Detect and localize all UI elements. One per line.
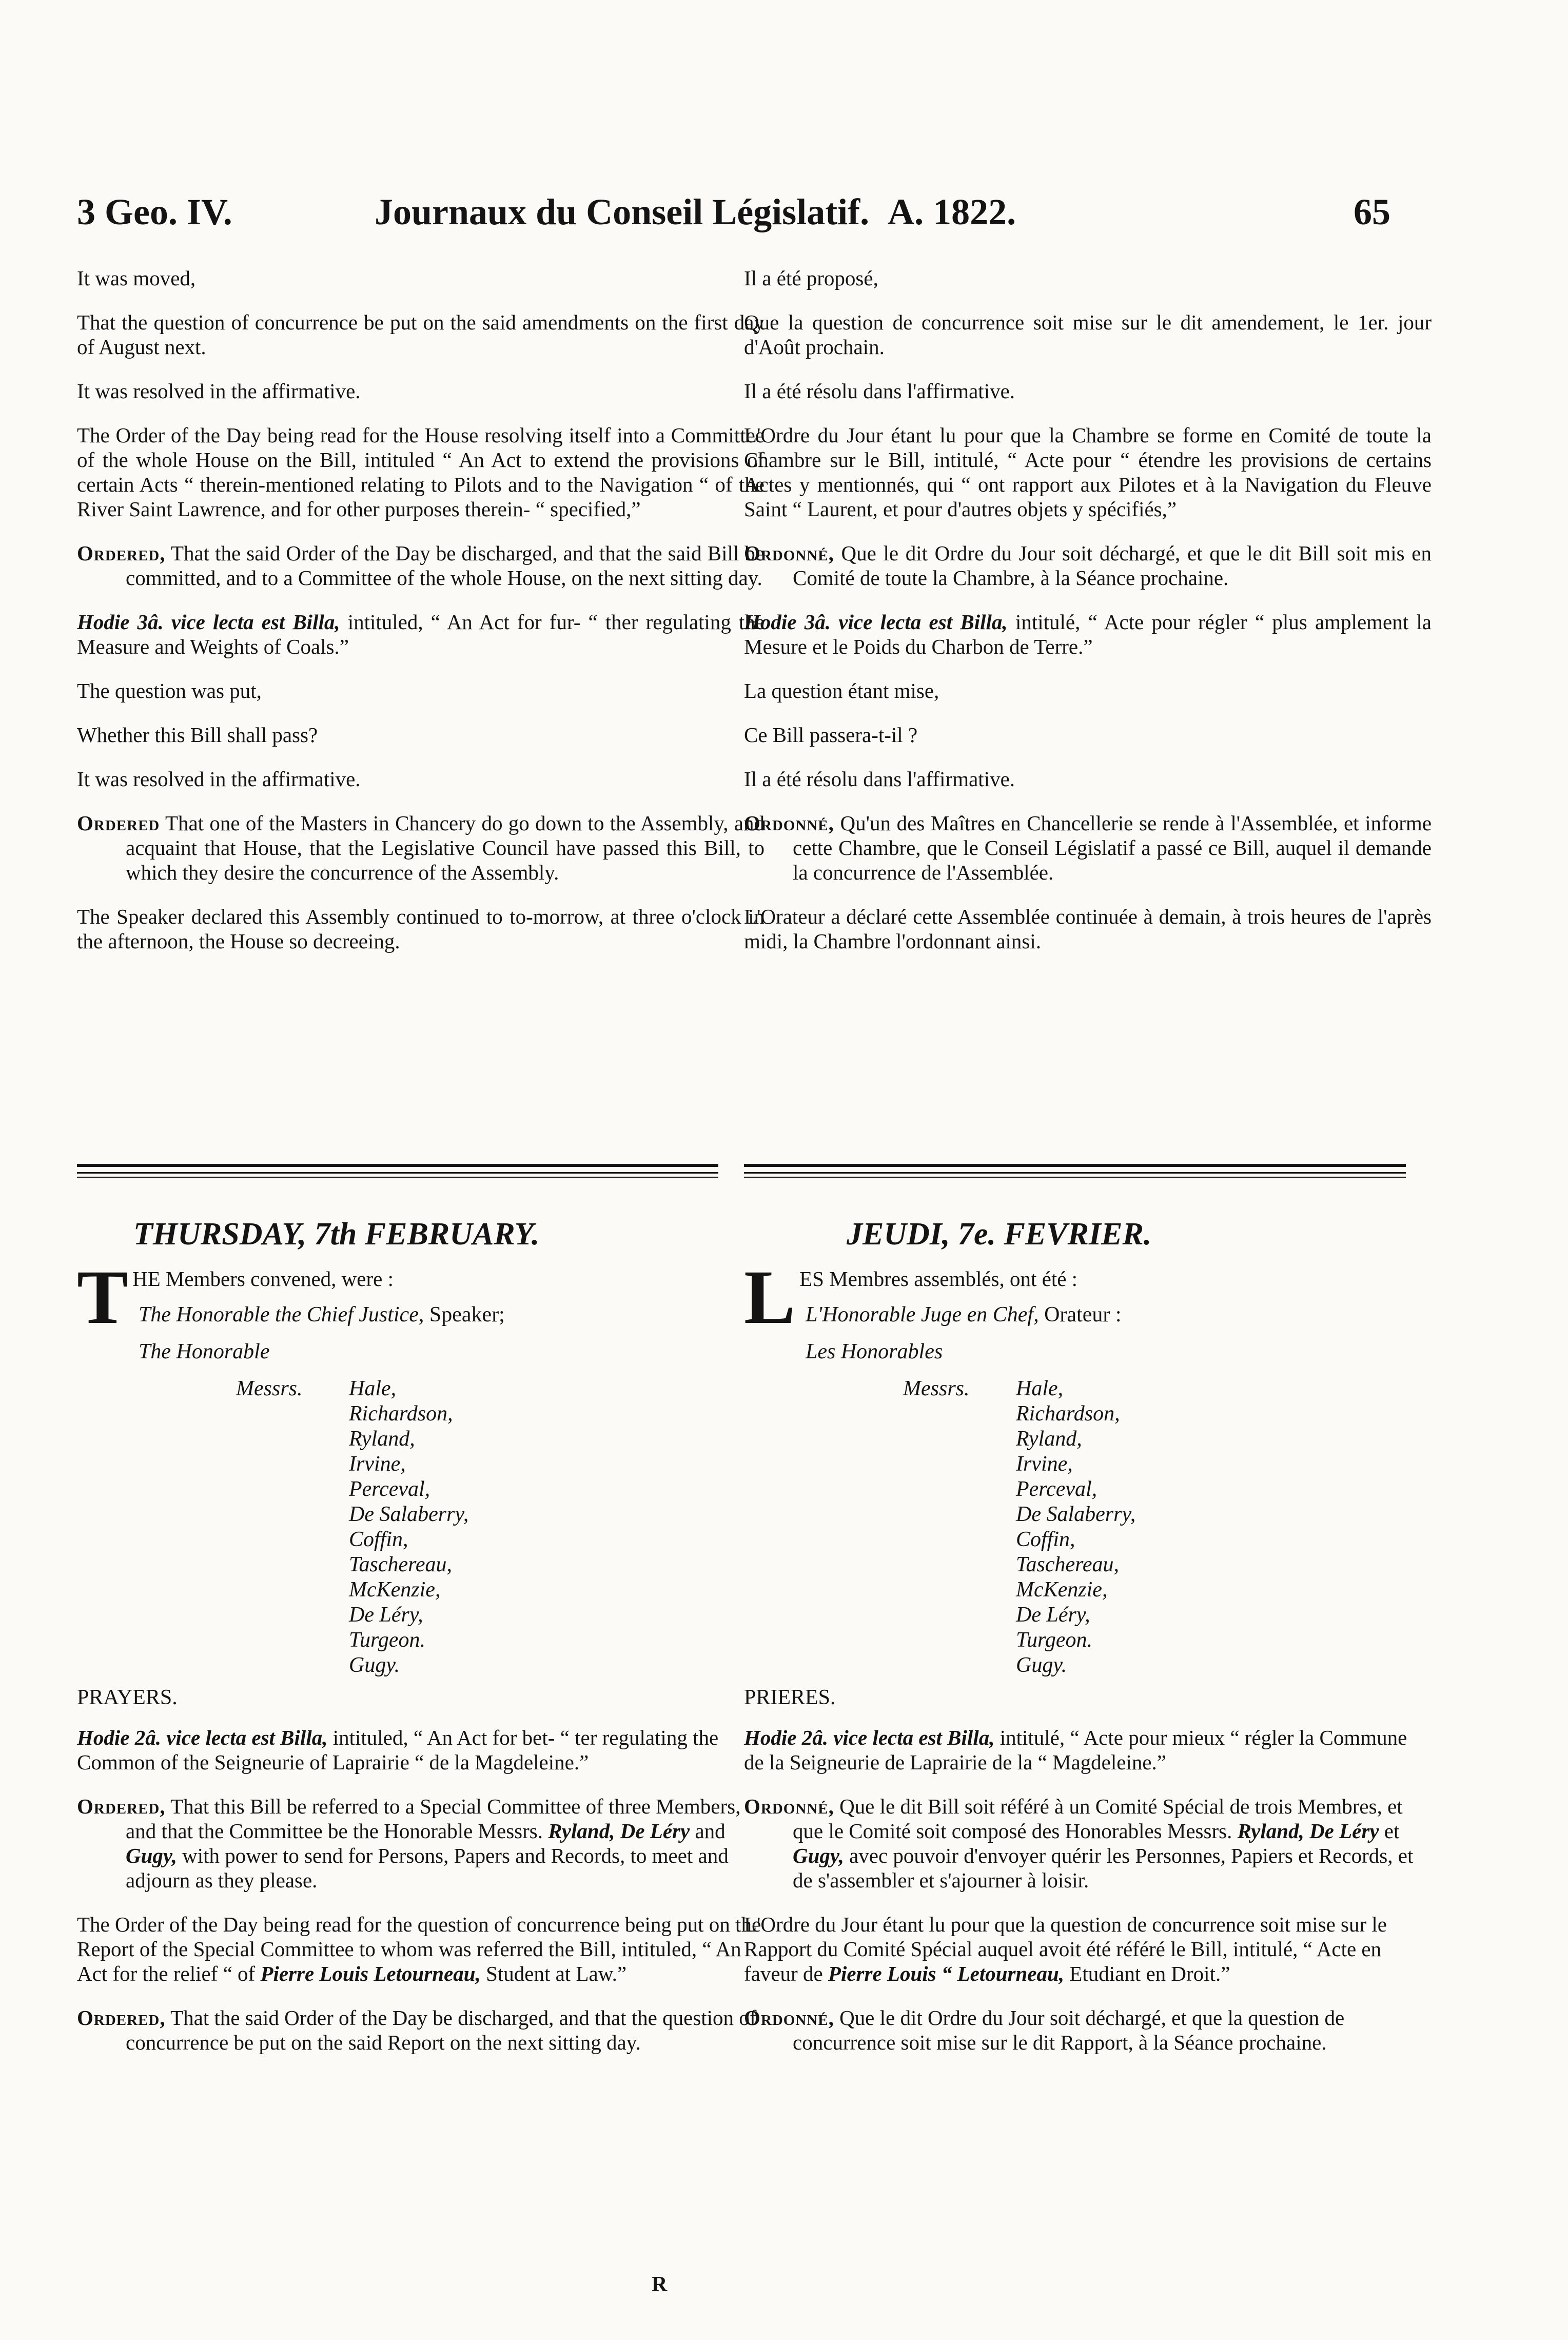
- paragraph: That the question of concurrence be put on the said amendments on the first day of August next.: [77, 310, 765, 359]
- member-name: De Léry,: [1016, 1603, 1090, 1627]
- order-paragraph: Ordonné, Qu'un des Maîtres en Chancellerie se rende à l'Assemblée, et informe cette Chambre, que le Conseil Législatif a passé ce Bill, auquel il demande la concurrence de l'Assemblée.: [744, 811, 1432, 884]
- paragraph: It was resolved in the affirmative.: [77, 379, 361, 403]
- journal-title: Journaux du Conseil Législatif. A. 1822.: [375, 191, 1016, 232]
- member-name: Hale,: [349, 1377, 397, 1400]
- paragraph: Hodie 2â. vice lecta est Billa, intitulé, “ Acte pour mieux “ régler la Commune de la Seigneurie de Laprairie de la “ Magdeleine.”: [744, 1726, 1407, 1774]
- paragraph: Il a été résolu dans l'affirmative.: [744, 379, 1015, 403]
- running-header: [77, 191, 1390, 247]
- speaker-line: L'Honorable Juge en Chef, Orateur :: [806, 1303, 1122, 1327]
- drop-cap: T: [77, 1255, 129, 1340]
- page-number: 65: [1354, 191, 1390, 232]
- english-column-bottom: [77, 1255, 765, 2074]
- french-column-bottom: [744, 1255, 1432, 2074]
- paragraph: It was resolved in the affirmative.: [77, 767, 361, 791]
- order-paragraph: Ordered, That the said Order of the Day be discharged, and that the said Bill be committed, and to a Committee of the whole House, on the next sitting day.: [77, 541, 765, 590]
- member-name: Taschereau,: [1016, 1553, 1120, 1576]
- regnal-year: 3 Geo. IV.: [77, 191, 232, 232]
- paragraph: The Speaker declared this Assembly continued to to-morrow, at three o'clock in the afternoon, the House so decreeing.: [77, 905, 765, 953]
- order-paragraph: Ordonné, Que le dit Bill soit référé à un Comité Spécial de trois Membres, et que le Comité soit composé des Honorables Messrs. Ryland, De Léry et Gugy, avec pouvoir d'envoyer quérir les Personnes, Papiers et Records, et de s'assembler et s'ajourner à loisir.: [744, 1795, 1414, 1892]
- member-name: Turgeon.: [1016, 1628, 1092, 1652]
- english-column-top: [77, 266, 765, 973]
- member-name: Richardson,: [1016, 1402, 1120, 1426]
- member-name: Hale,: [1016, 1377, 1064, 1400]
- paragraph: L'Orateur a déclaré cette Assemblée continuée à demain, à trois heures de l'après midi, la Chambre l'ordonnant ainsi.: [744, 905, 1432, 953]
- members-list: [903, 1376, 1432, 1678]
- member-name: De Léry,: [349, 1603, 423, 1627]
- session-date-heading: THURSDAY, 7th FEBRUARY.: [133, 1217, 540, 1252]
- prayers-heading: PRIERES.: [744, 1686, 836, 1709]
- honorable-label: Les Honorables: [806, 1340, 943, 1363]
- paragraph: Hodie 3â. vice lecta est Billa, intitulé, “ Acte pour régler “ plus amplement la Mesure et le Poids du Charbon de Terre.”: [744, 610, 1432, 658]
- member-name: Irvine,: [1016, 1452, 1073, 1476]
- member-name: De Salaberry,: [1016, 1503, 1136, 1526]
- order-paragraph: Ordonné, Que le dit Ordre du Jour soit déchargé, et que la question de concurrence soit mise sur le dit Rapport, à la Séance prochaine.: [744, 2006, 1345, 2054]
- french-column-top: [744, 266, 1432, 973]
- member-name: Perceval,: [349, 1477, 430, 1501]
- paragraph: Il a été résolu dans l'affirmative.: [744, 767, 1015, 791]
- member-name: McKenzie,: [1016, 1578, 1108, 1602]
- member-name: Taschereau,: [349, 1553, 453, 1576]
- messrs-label: Messrs.: [236, 1377, 303, 1400]
- paragraph: Que la question de concurrence soit mise sur le dit amendement, le 1er. jour d'Août prochain.: [744, 310, 1432, 359]
- member-name: Ryland,: [1016, 1427, 1082, 1451]
- messrs-label: Messrs.: [903, 1377, 970, 1400]
- paragraph: Whether this Bill shall pass?: [77, 723, 318, 747]
- drop-cap: L: [744, 1255, 796, 1340]
- paragraph: La question étant mise,: [744, 679, 939, 703]
- honorable-label: The Honorable: [139, 1340, 270, 1363]
- prayers-heading: PRAYERS.: [77, 1686, 178, 1709]
- member-names: [349, 1376, 765, 1678]
- member-name: De Salaberry,: [349, 1503, 469, 1526]
- member-name: Perceval,: [1016, 1477, 1097, 1501]
- session-date-heading: JEUDI, 7e. FEVRIER.: [847, 1217, 1152, 1252]
- paragraph: L'Ordre du Jour étant lu pour que la Chambre se forme en Comité de toute la Chambre sur le Bill, intitulé, “ Acte pour “ étendre les provisions de certains Actes y mentionnés, qui “ ont rapport aux Pilotes et à la Navigation du Fleuve Saint “ Laurent, et pour d'autres objets y spécifiés,”: [744, 423, 1432, 521]
- order-paragraph: Ordonné, Que le dit Ordre du Jour soit déchargé, et que le dit Bill soit mis en Comité de toute la Chambre, à la Séance prochaine.: [744, 541, 1432, 590]
- section-rule: [77, 1164, 718, 1181]
- member-name: McKenzie,: [349, 1578, 441, 1602]
- paragraph: Ce Bill passera-t-il ?: [744, 723, 918, 747]
- paragraph: The Order of the Day being read for the House resolving itself into a Committee of the whole House on the Bill, intituled “ An Act to extend the provisions of certain Acts “ therein-mentioned relating to Pilots and to the Navigation “ of the River Saint Lawrence, and for other purposes therein- “ specified,”: [77, 423, 765, 521]
- paragraph: The Order of the Day being read for the question of concurrence being put on the Report of the Special Committee to whom was referred the Bill, intituled, “ An Act for the relief “ of Pierre Louis Letourneau, Student at Law.”: [77, 1913, 761, 1985]
- paragraph: L'Ordre du Jour étant lu pour que la question de concurrence soit mise sur le Rapport du Comité Spécial auquel avoit été référé le Bill, intitulé, “ Acte en faveur de Pierre Louis “ Letourneau, Etudiant en Droit.”: [744, 1913, 1387, 1985]
- order-paragraph: Ordered, That this Bill be referred to a Special Committee of three Members, and that the Committee be the Honorable Messrs. Ryland, De Léry and Gugy, with power to send for Persons, Papers and Records, to meet and adjourn as they please.: [77, 1795, 741, 1892]
- member-name: Richardson,: [349, 1402, 453, 1426]
- printer-signature-mark: R: [652, 2273, 668, 2296]
- order-paragraph: Ordered, That the said Order of the Day be discharged, and that the question of concurrence be put on the said Report on the next sitting day.: [77, 2006, 757, 2054]
- members-list: [236, 1376, 765, 1678]
- member-name: Coffin,: [349, 1528, 408, 1551]
- member-name: Ryland,: [349, 1427, 415, 1451]
- member-name: Gugy.: [1016, 1653, 1067, 1677]
- paragraph: It was moved,: [77, 266, 196, 290]
- members-convened: LES Membres assemblés, ont été :: [744, 1255, 1078, 1340]
- paragraph: Hodie 2â. vice lecta est Billa, intituled, “ An Act for bet- “ ter regulating the Common of the Seigneurie of Laprairie “ de la Magdeleine.”: [77, 1726, 719, 1774]
- paragraph: The question was put,: [77, 679, 262, 703]
- paragraph: Hodie 3â. vice lecta est Billa, intituled, “ An Act for fur- “ ther regulating the Measure and Weights of Coals.”: [77, 610, 765, 658]
- speaker-line: The Honorable the Chief Justice, Speaker;: [139, 1303, 505, 1327]
- member-name: Coffin,: [1016, 1528, 1075, 1551]
- paragraph: Il a été proposé,: [744, 266, 878, 290]
- section-rule: [744, 1164, 1406, 1181]
- member-name: Turgeon.: [349, 1628, 425, 1652]
- member-name: Gugy.: [349, 1653, 400, 1677]
- member-name: Irvine,: [349, 1452, 406, 1476]
- member-names: [1016, 1376, 1432, 1678]
- members-convened: THE Members convened, were :: [77, 1255, 394, 1340]
- order-paragraph: Ordered That one of the Masters in Chancery do go down to the Assembly, and acquaint that House, that the Legislative Council have passed this Bill, to which they desire the concurrence of the Assembly.: [77, 811, 765, 884]
